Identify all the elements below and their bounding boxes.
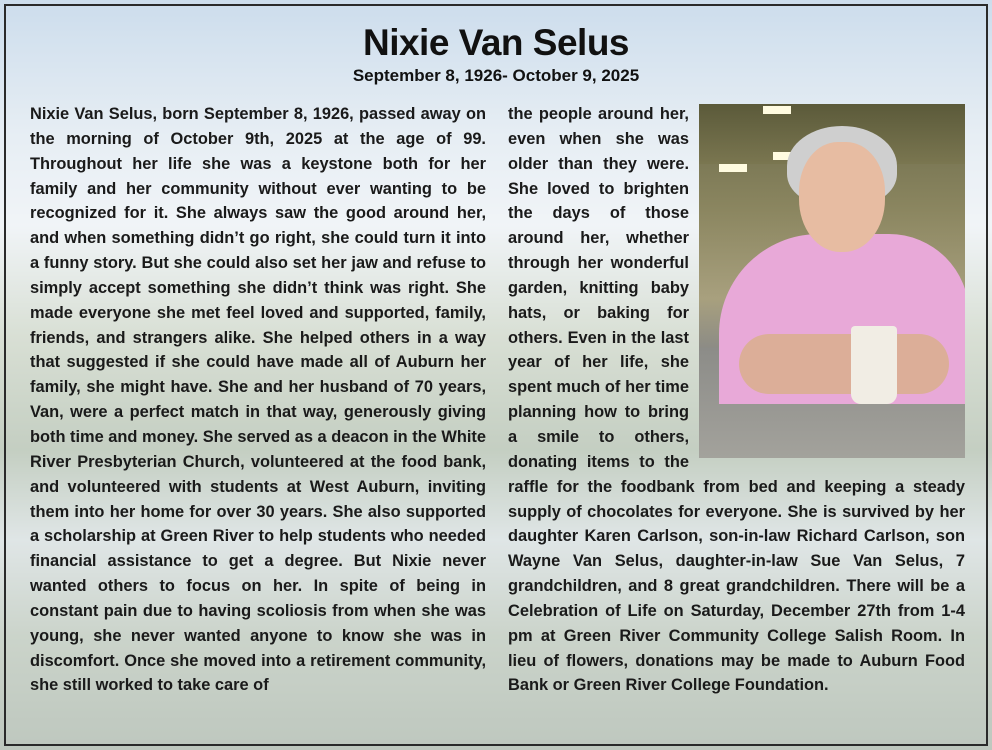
obituary-text-right-column bbox=[508, 102, 965, 698]
portrait-photo bbox=[699, 104, 965, 458]
obituary-text-right: the people around her, even when she was older than they were. She loved to brighten the days of those around her, whether through her wonderful garden, knitting baby hats, or baking for others. Even in the last year of her life, she spent much of her time planning how to bring a smile to others, donating items to the raffle for the foodbank from bed and keeping a steady supply of chocolates for everyone. She is survived by her daughter Karen Carlson, son-in-law Richard Carlson, son Wayne Van Selus, daughter-in-law Sue Van Selus, 7 grandchildren, and 8 great grandchildren. There will be a Celebration of Life on Saturday, December 27th from 1-4 pm at Green River Community College Salish Room. In lieu of flowers, donations may be made to Auburn Food Bank or Green River College Foundation. bbox=[508, 105, 965, 695]
life-dates: September 8, 1926- October 9, 2025 bbox=[352, 66, 640, 85]
obituary-name: Nixie Van Selus bbox=[362, 22, 630, 63]
obituary-text-left: Nixie Van Selus, born September 8, 1926, passed away on the morning of October 9th, 2025 at the age of 99. Throughout her life she was a keystone both for her family and her community without ever wanting to be recognized for it. She always saw the good around her, and when something didn’t go right, she could turn it into a funny story. But she could also set her jaw and refuse to simply accept something she didn’t think was right. She made everyone she met feel loved and supported, family, friends, and strangers alike. She helped others in a way that suggested if she could have made all of Auburn her family, she might have. She and her husband of 70 years, Van, were a perfect match in that way, generously giving both time and money. She served as a deacon in the White River Presbyterian Church, volunteered at the food bank, and volunteered with students at West Auburn, inviting them into her home for over 30 years. She also supported a scholarship at Green River to help students who needed financial assistance to get a degree. But Nixie never wanted others to focus on her. In spite of being in constant pain due to having scoliosis from when she was young, she never wanted anyone to know she was in discomfort. Once she moved into a retirement community, she still worked to take care of bbox=[30, 105, 486, 695]
